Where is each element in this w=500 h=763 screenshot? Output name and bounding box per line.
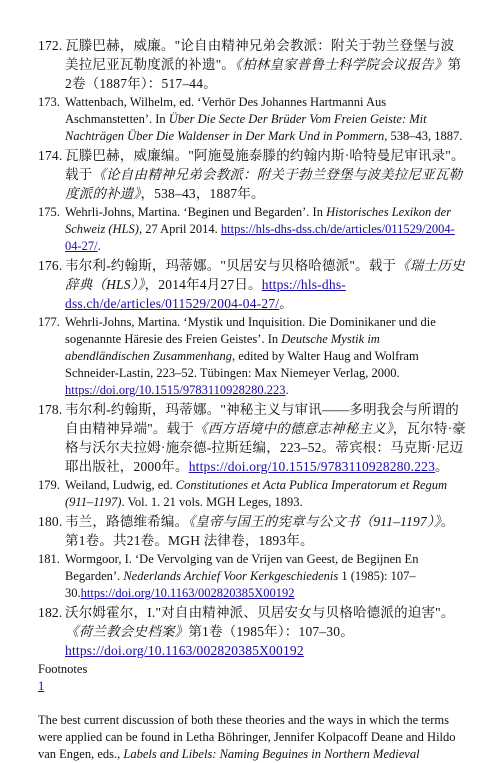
citation-text: 第2卷（1887年）：517–44。 (65, 57, 462, 91)
reference-item (38, 512, 466, 550)
reference-number: 172. (38, 38, 63, 53)
work-title: 《瑞士历史辞典（HLS）》 (65, 258, 465, 292)
citation-text: , edited by Walter Haug and Wolfram Schneider-Lastin, 223–52. Tübingen: Max Niemeyer Verlag, 2000. (65, 349, 419, 380)
reference-item (38, 146, 466, 203)
citation-text: Wehrli-Johns, Martina. ‘Beginen und Begarden’. In (65, 205, 327, 219)
citation-text: . Vol. 1. 21 vols. MGH Leges, 1893. (121, 495, 303, 509)
reference-item (38, 94, 466, 145)
citation-text: 瓦滕巴赫，威廉编。"阿施曼施泰滕的约翰内斯·哈特曼尼审讯录"。载于 (65, 148, 465, 182)
reference-item (38, 400, 466, 476)
reference-item (38, 36, 466, 93)
citation-text: ，瓦尔特·豪格与沃尔夫拉姆·施奈德-拉斯廷编，223–52。蒂宾根：马克斯·尼迈耶出版社，2000年。 (65, 421, 466, 474)
work-title: Über Die Secte Der Brüder Vom Freien Geiste: Mit Nachträgen Über Die Waldenser in Der Mark Und in Pommern (65, 112, 427, 143)
reference-item (38, 551, 466, 602)
citation-text: ，2014年4月27日。 (144, 277, 262, 292)
citation-text: 1 (1985): 107–30. (65, 569, 416, 600)
reference-list (38, 36, 466, 660)
work-title: 《荷兰教会史档案》 (65, 624, 189, 639)
footnote-backlink[interactable]: 1 (38, 679, 45, 693)
citation-text: Wehrli-Johns, Martina. ‘Mystik und Inquisition. Die Dominikaner und die sogenannte Häresie des Freien Geistes’. In (65, 315, 436, 346)
citation-text: Wormgoor, I. ‘De Vervolging van de Vrijen van Geest, de Begijnen En Begarden’. (65, 552, 419, 583)
citation-text: . (97, 239, 101, 253)
work-title: 《西方语境中的德意志神秘主义》 (194, 421, 393, 436)
citation-text: 第1卷（1985年）：107–30。 (188, 624, 354, 639)
doi-link[interactable]: https://doi.org/10.1515/9783110928280.223 (65, 383, 286, 397)
citation-text: , 538–43, 1887. (384, 129, 463, 143)
reference-number: 179. (38, 478, 60, 492)
footnotes-section (38, 661, 466, 695)
reference-item (38, 603, 466, 660)
work-title: Nederlands Archief Voor Kerkgeschiedenis (123, 569, 339, 583)
citation-text: 。第1卷。共21卷。MGH 法律卷，1893年。 (65, 514, 455, 548)
citation-text: 韦兰，路德维希编。 (65, 514, 189, 529)
doi-link[interactable]: https://hls-dhs-dss.ch/de/articles/011529/2004-04-27/ (65, 277, 346, 311)
reference-number: 178. (38, 402, 63, 417)
work-title: Deutsche Mystik im abendländischen Zusammenhang (65, 332, 380, 363)
citation-text: , 27 April 2014. (138, 222, 221, 236)
reference-number: 181. (38, 552, 60, 566)
citation-text: Wattenbach, Wilhelm, ed. ‘Verhör Des Johannes Hartmanni Aus Aschmanstetten’. In (65, 95, 387, 126)
doi-link[interactable]: https://doi.org/10.1163/002820385X00192 (80, 586, 295, 600)
reference-item (38, 204, 466, 255)
citation-text: 韦尔利-约翰斯，玛蒂娜。"贝居安与贝格哈德派"。载于 (65, 258, 397, 273)
reference-number: 176. (38, 258, 63, 273)
reference-number: 174. (38, 148, 63, 163)
doi-link[interactable]: https://doi.org/10.1163/002820385X00192 (65, 643, 304, 658)
reference-number: 173. (38, 95, 60, 109)
work-title: 《论自由精神兄弟会教派：附关于勃兰登堡与波美拉尼亚瓦勒度派的补遗》 (65, 167, 463, 201)
work-title: Historisches Lexikon der Schweiz (HLS) (65, 205, 452, 236)
citation-text: 。 (279, 296, 293, 311)
work-title: Constitutiones et Acta Publica Imperatorum et Regum (911–1197) (65, 478, 448, 509)
work-title: Labels and Libels: Naming Beguines in Northern Medieval (123, 747, 420, 761)
work-title: 《柏林皇家普鲁士科学院会议报告》 (235, 57, 448, 72)
reference-item (38, 256, 466, 313)
reference-item (38, 314, 466, 399)
doi-link[interactable]: https://doi.org/10.1515/9783110928280.223 (188, 459, 436, 474)
doi-link[interactable]: https://hls-dhs-dss.ch/de/articles/011529/2004-04-27/ (65, 222, 455, 253)
citation-text: Weiland, Ludwig, ed. (65, 478, 176, 492)
reference-number: 175. (38, 205, 60, 219)
citation-text: . (285, 383, 289, 397)
footnotes-heading: Footnotes (38, 662, 88, 676)
citation-text: The best current discussion of both these theories and the ways in which the terms were applied can be found in Letha Böhringer, Jennifer Kolpacoff Deane and Hildo van Engen, eds., (38, 713, 456, 761)
citation-text: ，538–43，1887年。 (140, 186, 265, 201)
reference-number: 180. (38, 514, 63, 529)
reference-number: 182. (38, 605, 63, 620)
citation-text: 沃尔姆霍尔，I."对自由精神派、贝居安女与贝格哈德派的迫害"。 (65, 605, 455, 620)
citation-text: 瓦滕巴赫，威廉。"论自由精神兄弟会教派：附关于勃兰登堡与波美拉尼亚瓦勒度派的补遗"。 (65, 38, 455, 72)
footnote-text (38, 712, 466, 763)
reference-number: 177. (38, 315, 60, 329)
reference-item (38, 477, 466, 511)
citation-text: 韦尔利-约翰斯，玛蒂娜。"神秘主义与审讯——多明我会与所谓的自由精神异端"。载于 (65, 402, 460, 436)
citation-text: 。 (435, 459, 449, 474)
work-title: 《皇帝与国王的宪章与公文书（911–1197）》 (188, 514, 441, 529)
